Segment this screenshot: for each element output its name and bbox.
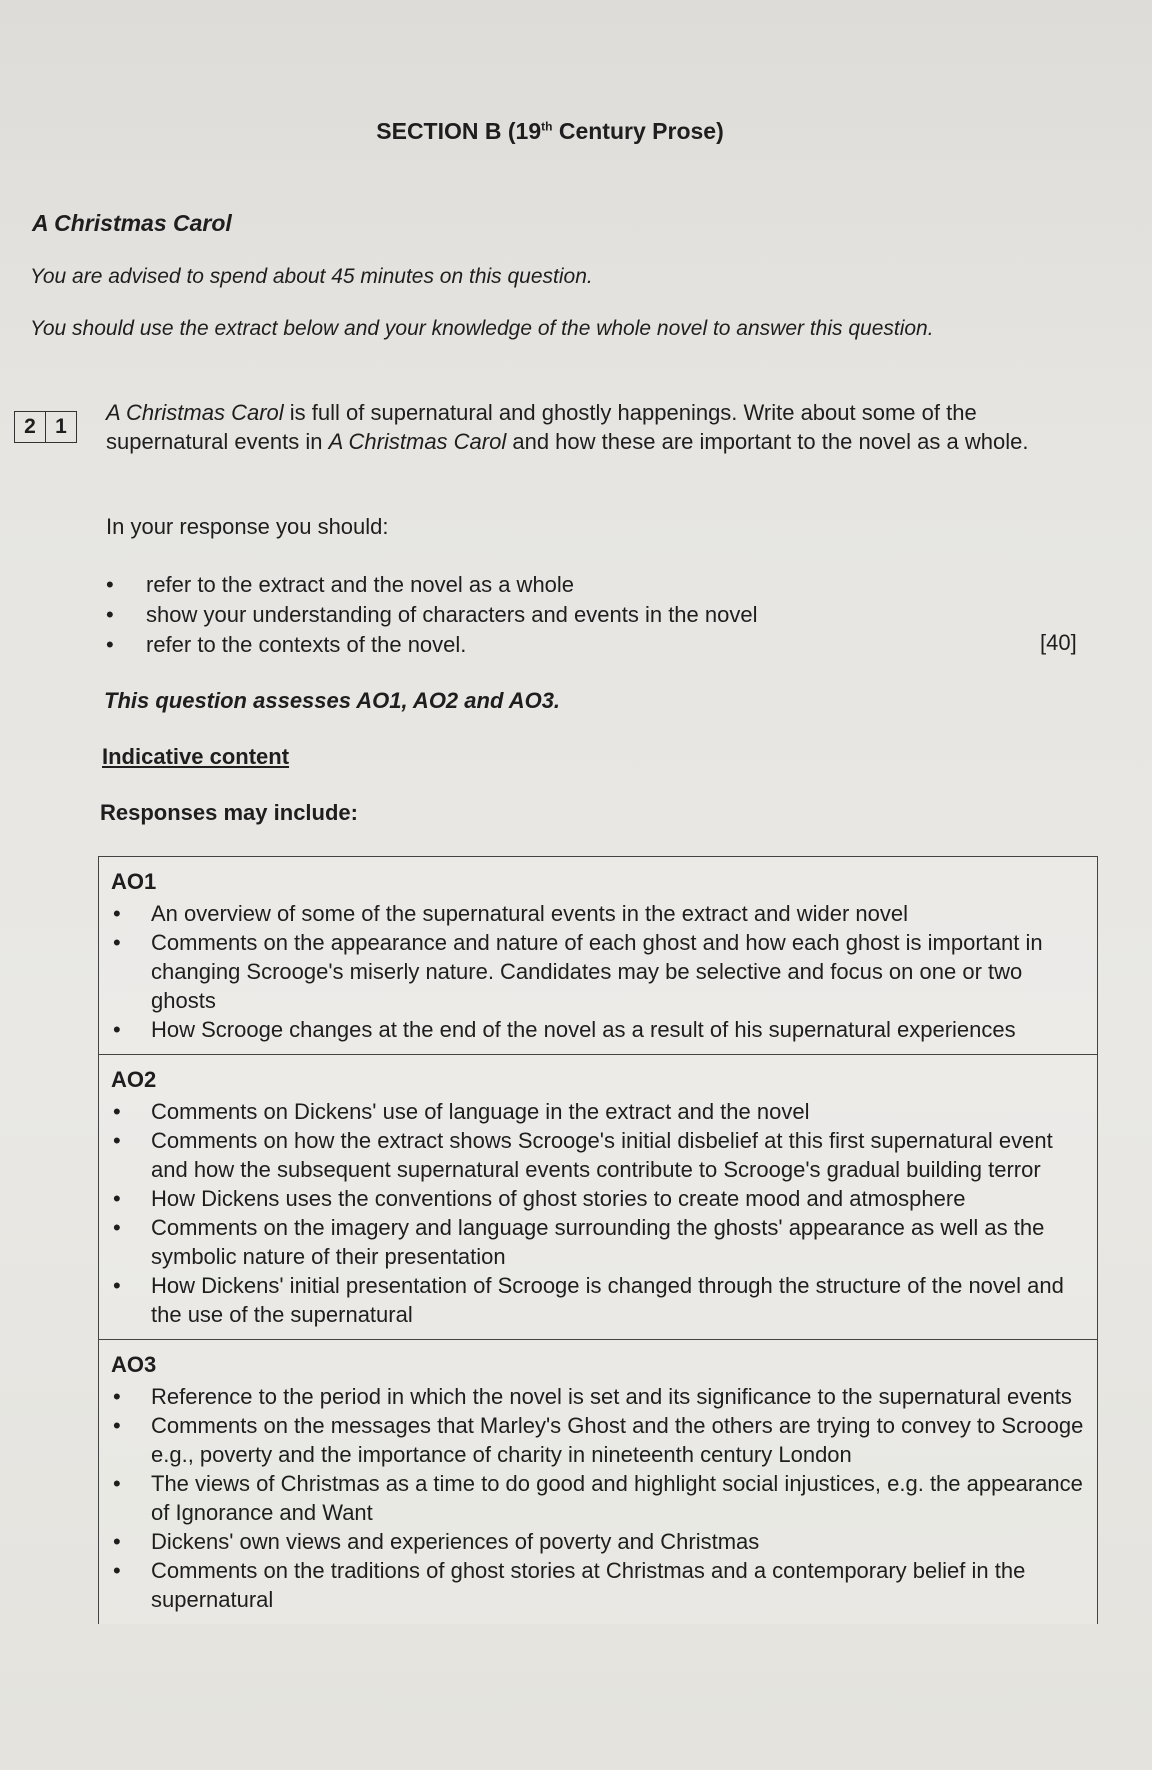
ao-item: • Comments on the messages that Marley's Ghost and the others are trying to convey to Scrooge e.g., poverty and the importance of charity in nineteenth century London bbox=[111, 1411, 1085, 1469]
indicative-content-heading: Indicative content bbox=[102, 744, 290, 769]
section-title-sup: th bbox=[541, 119, 553, 134]
instruction-bullets bbox=[106, 570, 1086, 660]
question-number-box bbox=[14, 411, 77, 443]
ao-heading: AO3 bbox=[111, 1352, 157, 1377]
ao-item: • How Dickens' initial presentation of Scrooge is changed through the structure of the novel and the use of the supernatural bbox=[111, 1271, 1085, 1329]
ao-item: • Comments on the appearance and nature of each ghost and how each ghost is important in changing Scrooge's miserly nature. Candidates may be selective and focus on one or two ghosts bbox=[111, 928, 1085, 1015]
instruction-bullet: • refer to the extract and the novel as a whole bbox=[106, 570, 1086, 600]
instruction-bullet: • show your understanding of characters and events in the novel bbox=[106, 600, 1086, 630]
ao2-box bbox=[99, 1055, 1097, 1340]
question-number-digit: 1 bbox=[45, 412, 76, 442]
question-part1: is full of supernatural and ghostly happenings. Write about some of the supernatural events in bbox=[106, 400, 977, 454]
question-text bbox=[106, 398, 1056, 456]
time-advice: You are advised to spend about 45 minutes on this question. bbox=[30, 265, 593, 288]
ao-table bbox=[98, 856, 1098, 1624]
responses-label: Responses may include: bbox=[100, 800, 358, 825]
question-number-digit: 2 bbox=[24, 415, 36, 438]
question-title-italic-2: A Christmas Carol bbox=[328, 429, 507, 454]
assessment-objectives: This question assesses AO1, AO2 and AO3. bbox=[104, 688, 561, 713]
ao-item: • Comments on the imagery and language surrounding the ghosts' appearance as well as the symbolic nature of their presentation bbox=[111, 1213, 1085, 1271]
question-part2: and how these are important to the novel as a whole. bbox=[506, 429, 1029, 454]
book-title: A Christmas Carol bbox=[32, 210, 232, 236]
ao-item: • An overview of some of the supernatural events in the extract and wider novel bbox=[111, 899, 1085, 928]
ao3-box bbox=[99, 1340, 1097, 1624]
section-title bbox=[0, 118, 1100, 145]
marks-label: [40] bbox=[1040, 630, 1077, 655]
question-title-italic: A Christmas Carol bbox=[106, 400, 284, 425]
extract-advice: You should use the extract below and your knowledge of the whole novel to answer this question. bbox=[30, 317, 934, 340]
ao-item: • How Scrooge changes at the end of the novel as a result of his supernatural experiences bbox=[111, 1015, 1085, 1044]
ao1-box bbox=[99, 857, 1097, 1055]
ao-item: • The views of Christmas as a time to do good and highlight social injustices, e.g. the appearance of Ignorance and Want bbox=[111, 1469, 1085, 1527]
ao-item: • Comments on how the extract shows Scrooge's initial disbelief at this first supernatural event and how the subsequent supernatural events contribute to Scrooge's gradual building terror bbox=[111, 1126, 1085, 1184]
ao-heading: AO2 bbox=[111, 1067, 157, 1092]
ao-item: • Comments on Dickens' use of language in the extract and the novel bbox=[111, 1097, 1085, 1126]
ao-heading: AO1 bbox=[111, 869, 157, 894]
ao-item: • Reference to the period in which the novel is set and its significance to the supernatural events bbox=[111, 1382, 1085, 1411]
instruction-bullet: • refer to the contexts of the novel. bbox=[106, 630, 1086, 660]
section-title-main: SECTION B (19 bbox=[376, 118, 542, 144]
section-title-rest: Century Prose) bbox=[552, 118, 724, 144]
ao-item: • Comments on the traditions of ghost stories at Christmas and a contemporary belief in the supernatural bbox=[111, 1556, 1085, 1614]
response-instruction: In your response you should: bbox=[106, 514, 389, 539]
ao-item: • How Dickens uses the conventions of ghost stories to create mood and atmosphere bbox=[111, 1184, 1085, 1213]
ao-item: • Dickens' own views and experiences of poverty and Christmas bbox=[111, 1527, 1085, 1556]
